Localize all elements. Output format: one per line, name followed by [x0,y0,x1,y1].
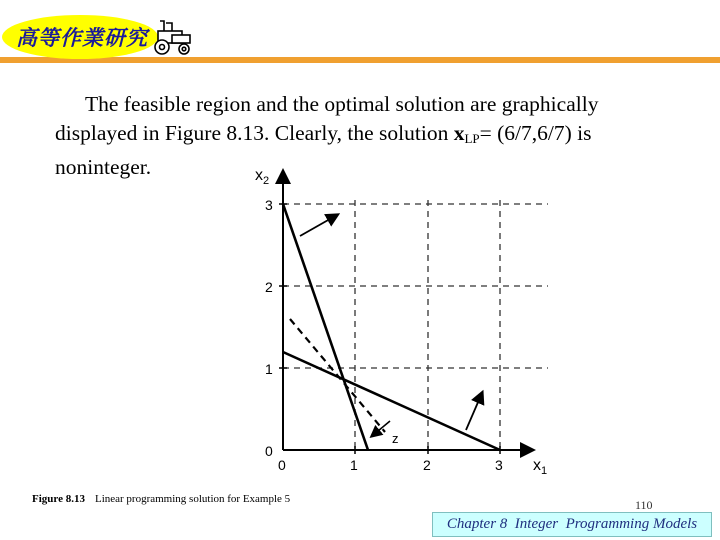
feasibility-arrow-1 [300,215,337,236]
paragraph-line-2-suffix: = (6/7,6/7) is [479,121,592,145]
feasibility-arrow-2 [466,393,482,430]
y-tick-3: 3 [265,197,273,213]
x-tick-1: 1 [350,457,358,473]
y-tick-1: 1 [265,361,273,377]
tick-marks [279,204,500,454]
objective-line [290,319,385,432]
chapter-title: Chapter 8 Integer Programming Models [446,516,698,532]
page-number: 110 [635,498,653,512]
y-axis-label: $x_2$ [255,167,270,187]
z-label: z [392,431,399,446]
x-tick-2: 2 [423,457,431,473]
y-tick-0: 0 [265,443,273,459]
paragraph-line-1: The feasible region and the optimal solution are graphically [85,92,599,116]
logo-text: 高等作業研究 [16,25,148,50]
y-tick-2: 2 [265,279,273,295]
caption-number: Figure 8.13 [32,493,85,505]
x-tick-3: 3 [495,457,503,473]
objective-arrow [372,421,390,436]
paragraph-line-2-prefix: displayed in Figure 8.13. Clearly, the solution [55,121,454,145]
solution-variable: x [453,121,465,145]
caption-text: Linear programming solution for Example 5 [94,493,291,505]
x-tick-0: 0 [278,457,286,473]
figure-caption [32,493,290,505]
paragraph-line-3: noninteger. [55,155,152,179]
x-axis-label: $x_1$ [533,457,548,477]
chapter-footer [432,512,712,537]
solution-subscript: LP [464,131,480,146]
